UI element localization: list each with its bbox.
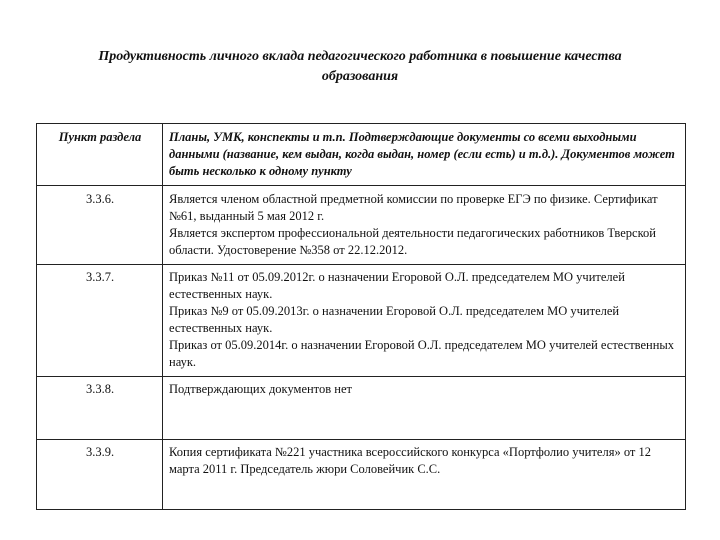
table-row	[37, 186, 686, 265]
documents-table	[36, 123, 686, 510]
document-title-line-1: Продуктивность личного вклада педагогического работника в повышение качества	[98, 49, 622, 64]
row-documents	[163, 377, 686, 440]
row-documents	[163, 265, 686, 377]
header-section-item: Пункт раздела	[37, 124, 163, 186]
row-item-number: 3.3.8.	[37, 377, 163, 440]
document-title	[40, 47, 680, 87]
row-paragraph: Приказ от 05.09.2014г. о назначении Егоровой О.Л. председателем МО учителей естественных наук.	[169, 338, 675, 369]
table-header-row	[37, 124, 686, 186]
row-item-number: 3.3.6.	[37, 186, 163, 265]
row-paragraph: Является экспертом профессиональной деятельности педагогических работников Тверской области. Удостоверение №358 от 22.12.2012.	[169, 226, 656, 257]
row-paragraph: Приказ №11 от 05.09.2012г. о назначении Егоровой О.Л. председателем МО учителей естественных наук.	[169, 270, 625, 301]
row-documents	[163, 186, 686, 265]
document-title-line-2: образования	[321, 69, 399, 84]
row-paragraph: Подтверждающих документов нет	[169, 382, 352, 396]
row-paragraph: Является членом областной предметной комиссии по проверке ЕГЭ по физике. Сертификат №61, выданный 5 мая 2012 г.	[169, 192, 658, 223]
row-paragraph: Копия сертификата №221 участника всероссийского конкурса «Портфолио учителя» от 12 марта 2011 г. Председатель жюри Соловейчик С.С.	[169, 445, 651, 476]
row-paragraph: Приказ №9 от 05.09.2013г. о назначении Егоровой О.Л. председателем МО учителей естественных наук.	[169, 304, 620, 335]
row-item-number: 3.3.9.	[37, 440, 163, 510]
row-item-number: 3.3.7.	[37, 265, 163, 377]
header-documents: Планы, УМК, конспекты и т.п. Подтверждающие документы со всеми выходными данными (название, кем выдан, когда выдан, номер (если есть) и т.д.). Документов может быть несколько к одному пункту	[163, 124, 686, 186]
table-row	[37, 377, 686, 440]
row-documents	[163, 440, 686, 510]
table-row	[37, 440, 686, 510]
table-row	[37, 265, 686, 377]
